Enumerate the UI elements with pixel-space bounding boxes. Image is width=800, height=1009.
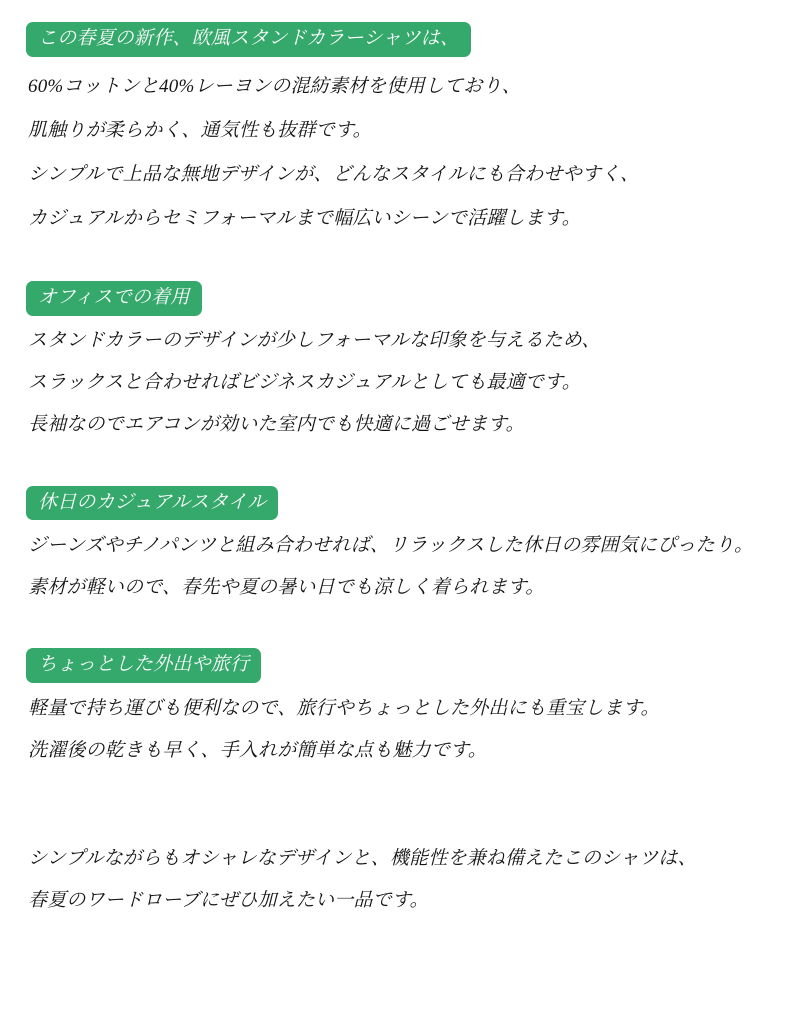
- body-line: 長袖なのでエアコンが効いた室内でも快適に過ごせます。: [28, 414, 525, 435]
- section-travel-heading-row: [26, 648, 774, 683]
- body-line: 60%コットンと40%レーヨンの混紡素材を使用しており、: [28, 76, 521, 98]
- section-closing-body: [26, 837, 774, 921]
- body-line: スラックスと合わせればビジネスカジュアルとしても最適です。: [28, 372, 582, 393]
- spacer: [26, 811, 774, 837]
- section-casual: [26, 486, 774, 609]
- section-casual-heading-row: [26, 486, 774, 521]
- body-line: カジュアルからセミフォーマルまで幅広いシーンで活躍します。: [28, 208, 581, 230]
- section-casual-body: [26, 524, 774, 608]
- body-line: スタンドカラーのデザインが少しフォーマルな印象を与えるため、: [28, 330, 601, 351]
- section-travel-body: [26, 687, 774, 771]
- spacer: [26, 771, 774, 811]
- section-travel: [26, 648, 774, 771]
- section-office-heading-row: [26, 281, 774, 316]
- spacer: [26, 608, 774, 648]
- section-intro-heading-row: [26, 22, 774, 57]
- section-closing: [26, 837, 774, 921]
- section-office-body: [26, 320, 774, 446]
- body-line: 春夏のワードローブにぜひ加えたい一品です。: [28, 889, 429, 911]
- spacer: [26, 57, 774, 65]
- spacer: [26, 241, 774, 281]
- body-line: ジーンズやチノパンツと組み合わせれば、リラックスした休日の雰囲気にぴったり。: [28, 534, 754, 556]
- section-intro: [26, 22, 774, 241]
- section-travel-heading: ちょっとした外出や旅行: [26, 648, 261, 683]
- body-line: 軽量で持ち運びも便利なので、旅行やちょっとした外出にも重宝します。: [28, 697, 660, 719]
- body-line: 肌触りが柔らかく、通気性も抜群です。: [28, 120, 372, 142]
- section-office: [26, 281, 774, 446]
- body-line: シンプルで上品な無地デザインが、どんなスタイルにも合わせやすく、: [28, 164, 640, 186]
- section-intro-body: [26, 65, 774, 241]
- body-line: シンプルながらもオシャレなデザインと、機能性を兼ね備えたこのシャツは、: [28, 847, 697, 869]
- body-line: 素材が軽いので、春先や夏の暑い日でも涼しく着られます。: [28, 576, 545, 598]
- section-intro-heading: この春夏の新作、欧風スタンドカラーシャツは、: [26, 22, 471, 57]
- body-line: 洗濯後の乾きも早く、手入れが簡単な点も魅力です。: [28, 739, 487, 761]
- spacer: [26, 446, 774, 486]
- section-casual-heading: 休日のカジュアルスタイル: [26, 486, 278, 521]
- section-office-heading: オフィスでの着用: [26, 281, 202, 316]
